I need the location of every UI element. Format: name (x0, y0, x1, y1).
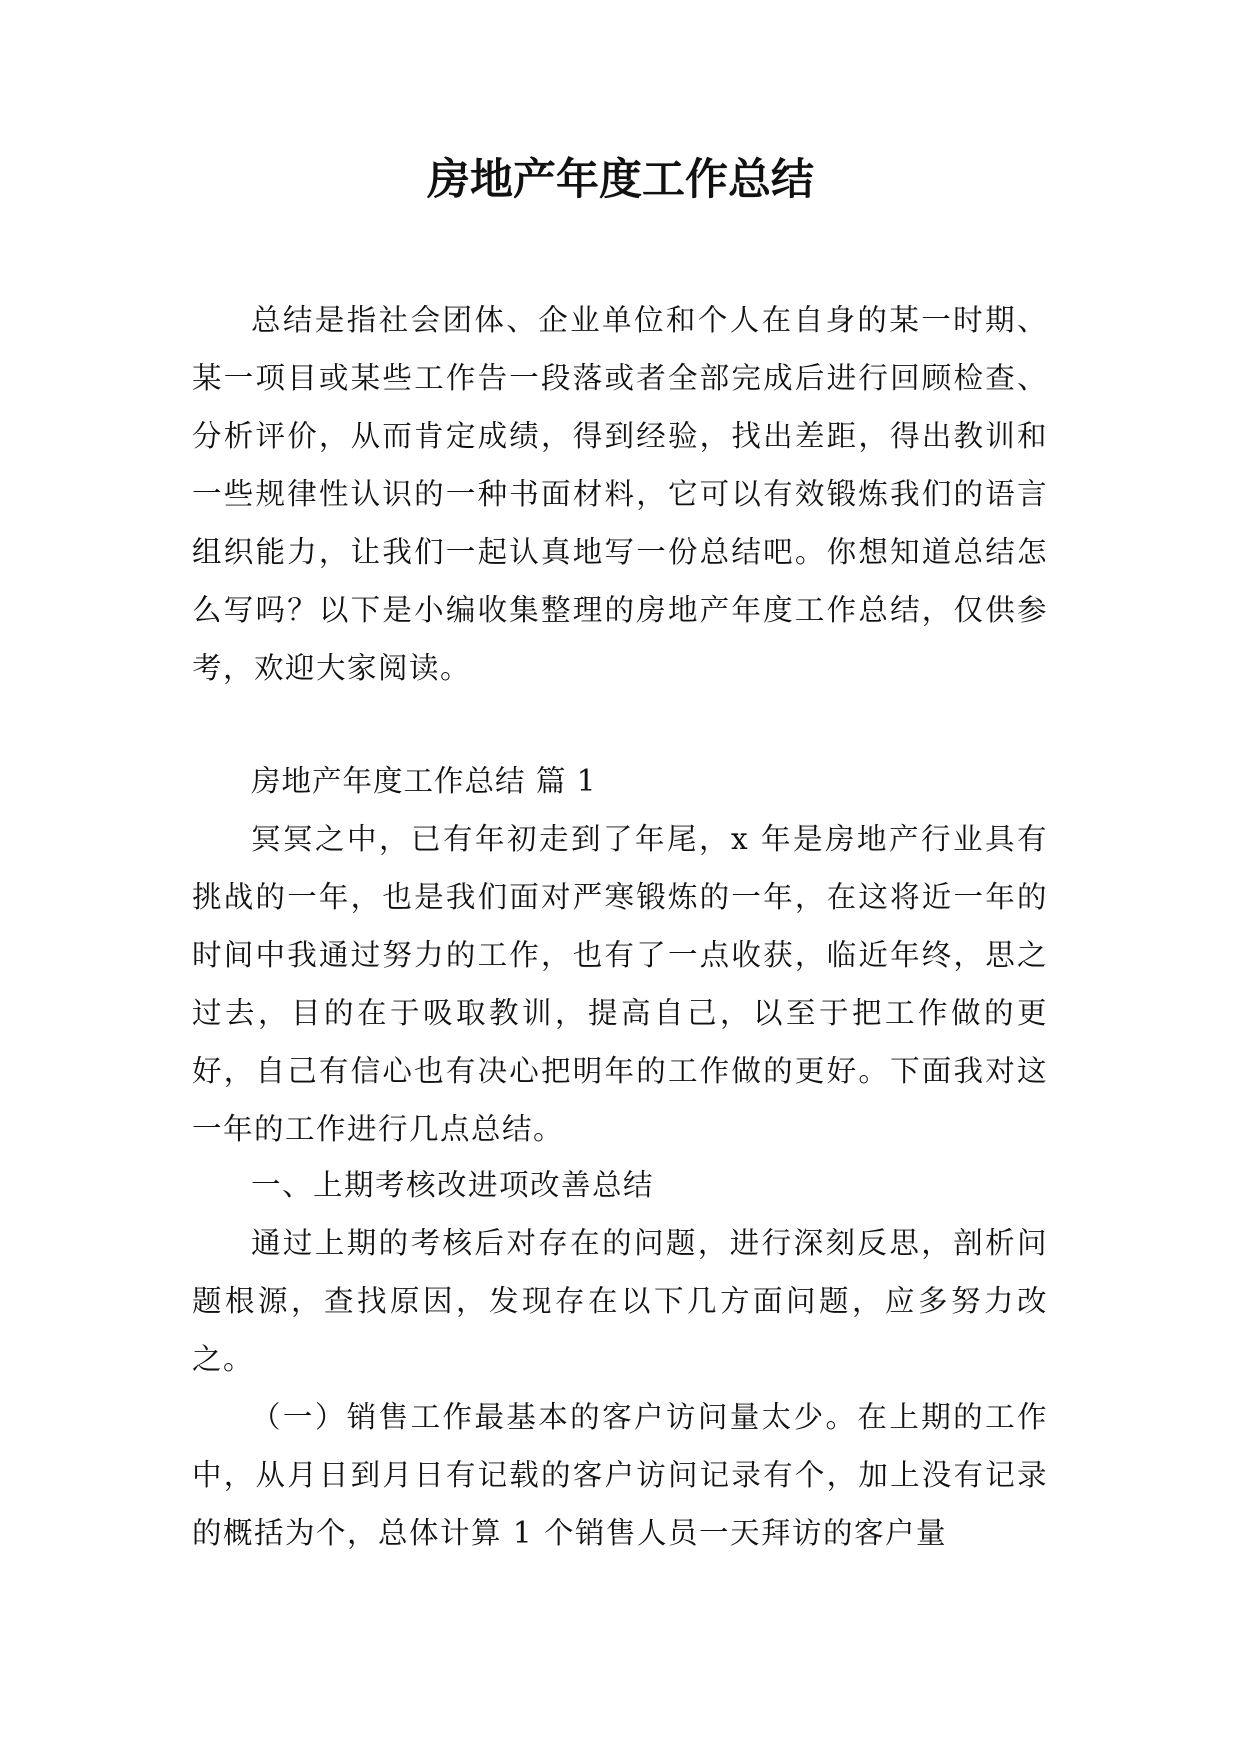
section-heading: 房地产年度工作总结 篇 1 (251, 764, 597, 798)
body-paragraph-3: （一）销售工作最基本的客户访问量太少。在上期的工作中，从月日到月日有记载的客户访问记录有个，加上没有记录的概括为个，总体计算 1 个销售人员一天拜访的客户量 (192, 1400, 1048, 1550)
body-paragraph-2: 通过上期的考核后对存在的问题，进行深刻反思，剖析问题根源，查找原因，发现存在以下几方面问题，应多努力改之。 (192, 1226, 1048, 1376)
document-title: 房地产年度工作总结 (427, 155, 814, 205)
body-paragraph-1: 冥冥之中，已有年初走到了年尾，x 年是房地产行业具有挑战的一年，也是我们面对严寒锻炼的一年，在这将近一年的时间中我通过努力的工作，也有了一点收获，临近年终，思之过去，目的在于吸取教训，提高自己，以至于把工作做的更好，自己有信心也有决心把明年的工作做的更好。下面我对这一年的工作进行几点总结。 (192, 822, 1048, 1146)
subheading-1: 一、上期考核改进项改善总结 (251, 1168, 655, 1202)
intro-paragraph: 总结是指社会团体、企业单位和个人在自身的某一时期、某一项目或某些工作告一段落或者全部完成后进行回顾检查、分析评价，从而肯定成绩，得到经验，找出差距，得出教训和一些规律性认识的一种书面材料，它可以有效锻炼我们的语言组织能力，让我们一起认真地写一份总结吧。你想知道总结怎么写吗？以下是小编收集整理的房地产年度工作总结，仅供参考，欢迎大家阅读。 (192, 303, 1048, 685)
